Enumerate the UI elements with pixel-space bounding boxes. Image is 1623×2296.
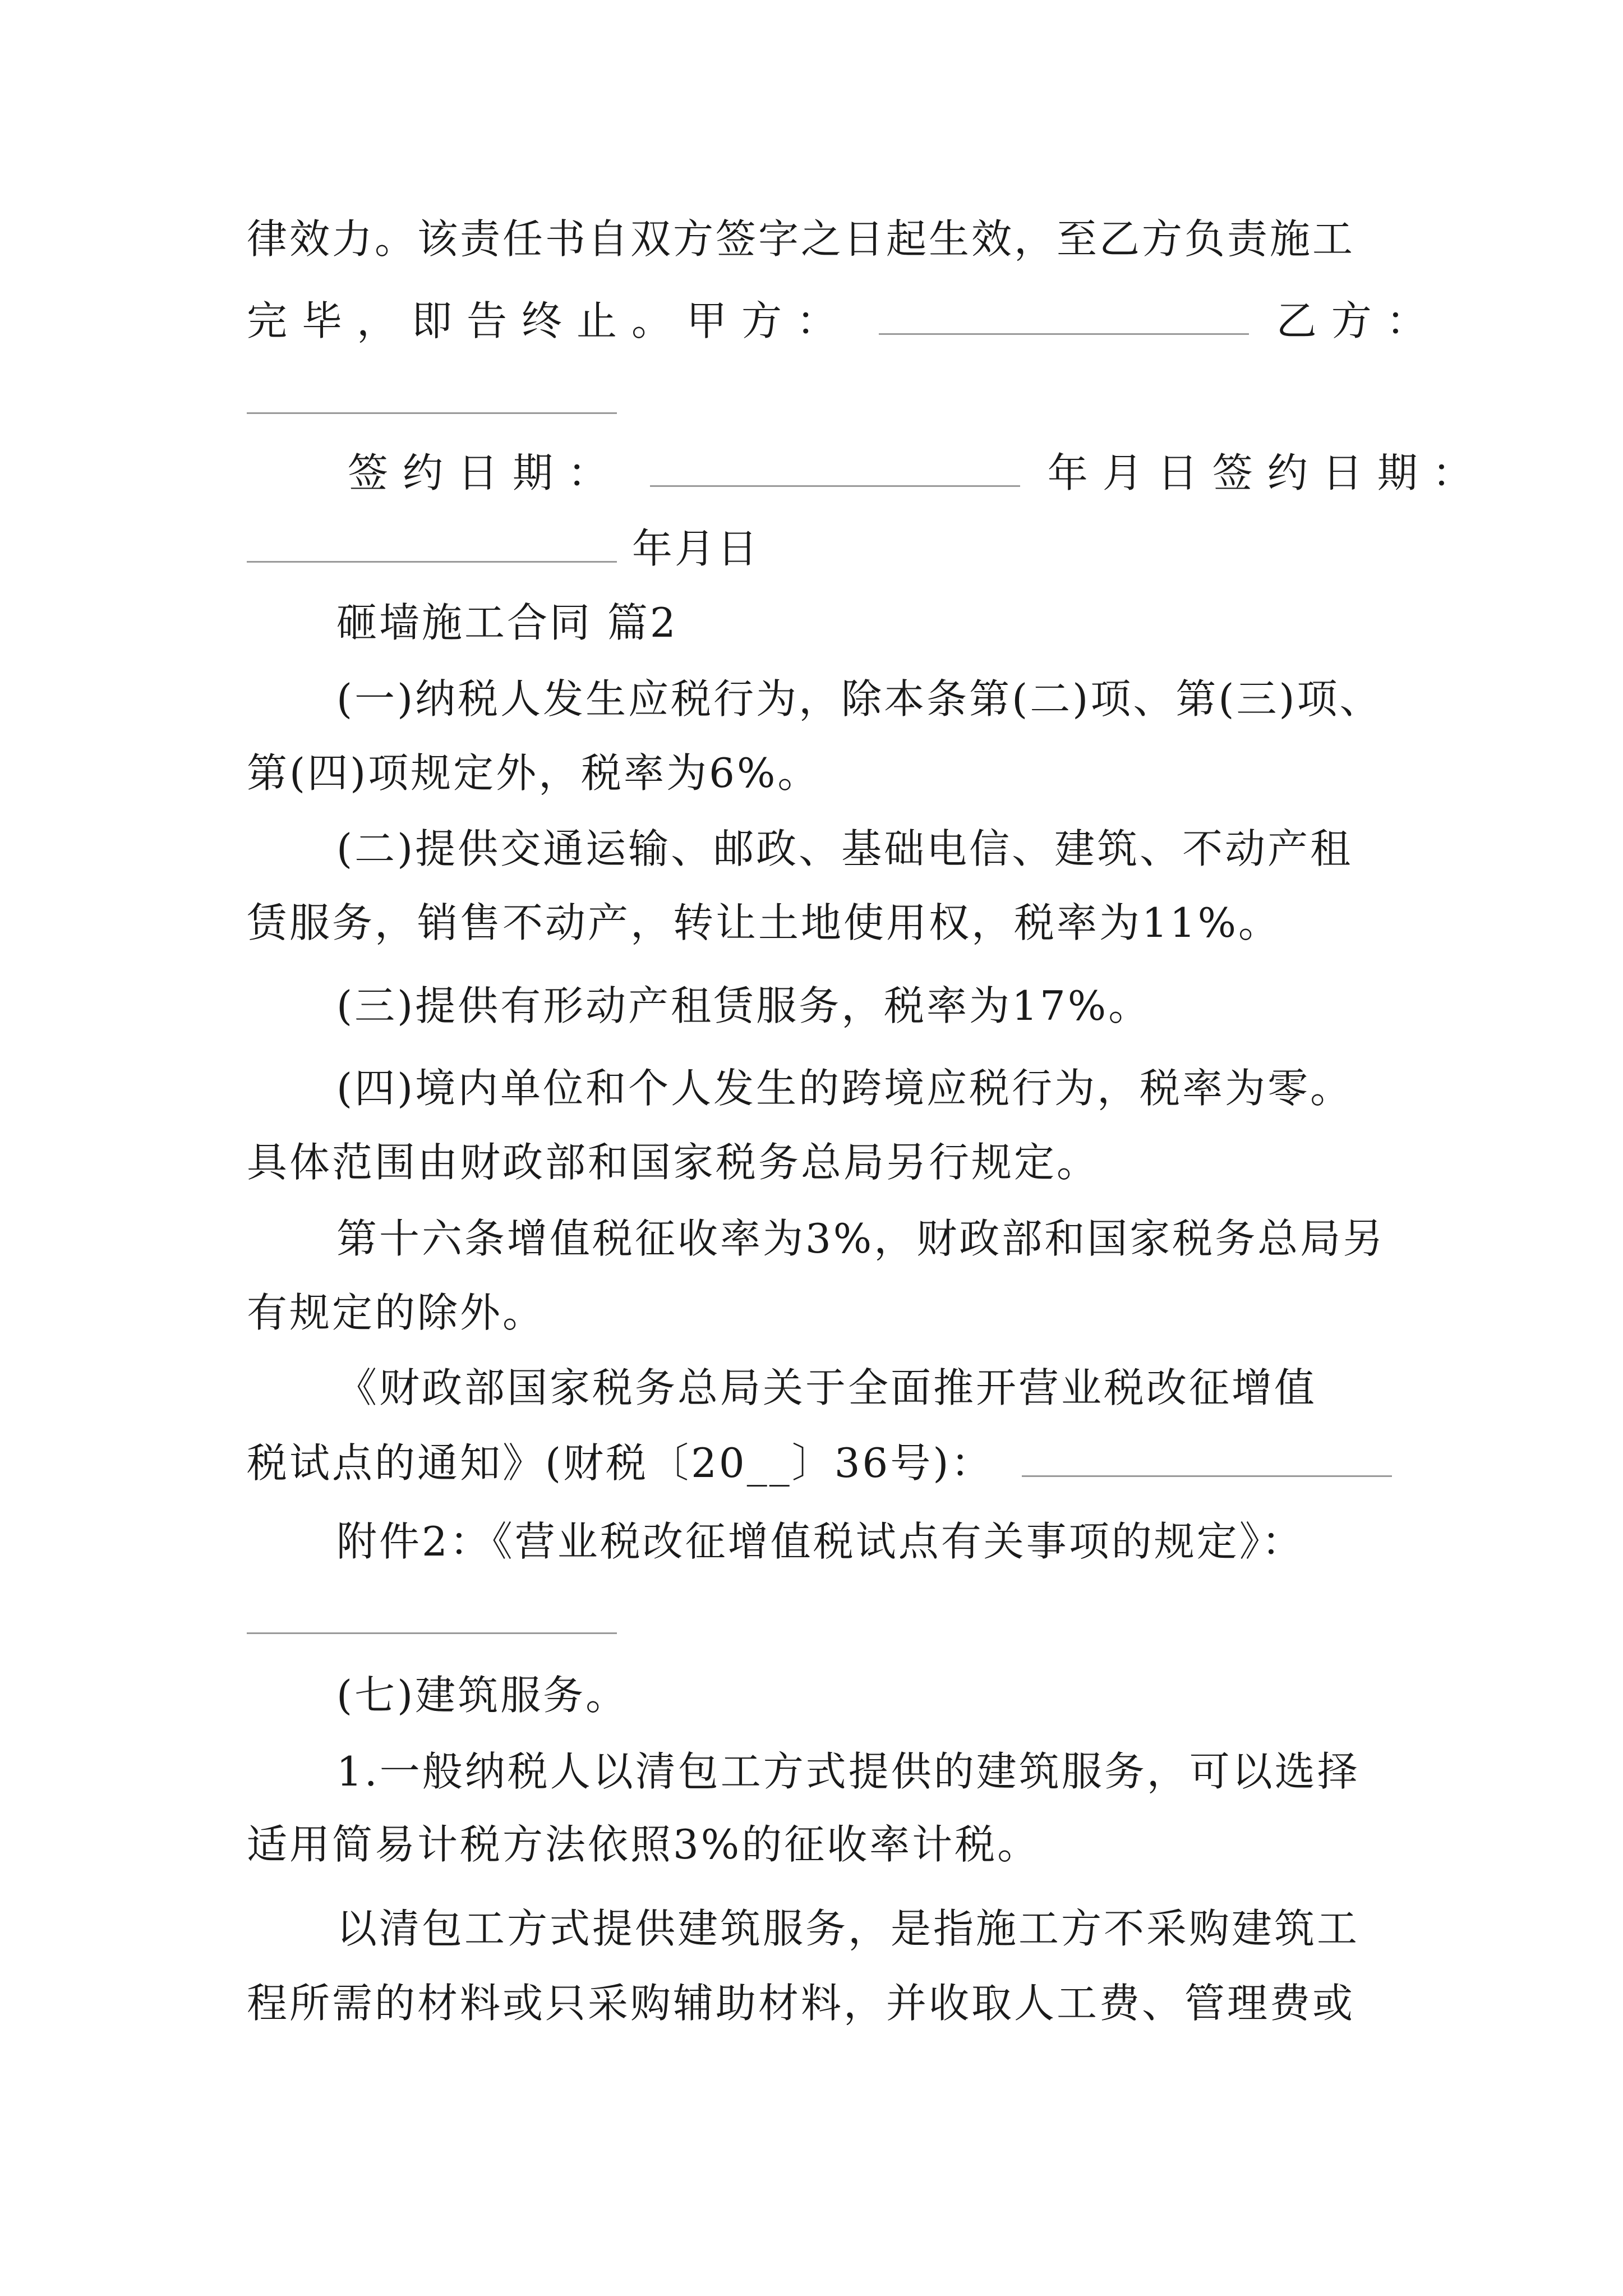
text-line: 适用简易计税方法依照3%的征收率计税。 bbox=[247, 1821, 1040, 1868]
text-line: (三)提供有形动产租赁服务，税率为17%。 bbox=[336, 982, 1151, 1029]
party-b-blank bbox=[247, 412, 617, 414]
text-line: (一)纳税人发生应税行为，除本条第(二)项、第(三)项、 bbox=[336, 675, 1382, 723]
text-line: 第(四)项规定外，税率为6%。 bbox=[247, 749, 820, 797]
date-blank bbox=[247, 561, 617, 563]
blank-line bbox=[247, 1632, 617, 1634]
date-blank bbox=[650, 485, 1020, 487]
text-line: 有规定的除外。 bbox=[247, 1289, 546, 1336]
text-line: 《财政部国家税务总局关于全面推开营业税改征增值 bbox=[336, 1364, 1317, 1411]
text-line bbox=[247, 1436, 1392, 1490]
date-line bbox=[348, 446, 1487, 500]
text-line: 第十六条增值税征收率为3%，财政部和国家税务总局另 bbox=[336, 1215, 1386, 1262]
text-line: 律效力。该责任书自双方签字之日起生效，至乙方负责施工 bbox=[247, 215, 1355, 263]
text-line: 附件2：《营业税改征增值税试点有关事项的规定》： bbox=[336, 1518, 1304, 1565]
text-line: 以清包工方式提供建筑服务，是指施工方不采购建筑工 bbox=[336, 1905, 1360, 1952]
blank-line bbox=[1022, 1475, 1392, 1477]
text-line: 赁服务，销售不动产，转让土地使用权，税率为11%。 bbox=[247, 899, 1281, 946]
text-line: (四)境内单位和个人发生的跨境应税行为，税率为零。 bbox=[336, 1065, 1353, 1112]
text-segment: 签约日期： bbox=[348, 449, 623, 496]
text-line: 1.一般纳税人以清包工方式提供的建筑服务，可以选择 bbox=[336, 1748, 1360, 1795]
text-line: 具体范围由财政部和国家税务总局另行规定。 bbox=[247, 1139, 1100, 1186]
text-line: 程所需的材料或只采购辅助材料，并收取人工费、管理费或 bbox=[247, 1980, 1355, 2027]
signature-line bbox=[247, 294, 1441, 348]
text-line: (七)建筑服务。 bbox=[336, 1672, 629, 1719]
section-heading: 砸墙施工合同 篇2 bbox=[336, 599, 678, 646]
text-segment: 乙方： bbox=[1276, 297, 1441, 344]
date-line bbox=[247, 522, 760, 576]
text-segment: 年月日签约日期： bbox=[1047, 449, 1487, 496]
text-line: (二)提供交通运输、邮政、基础电信、建筑、不动产租 bbox=[336, 825, 1353, 872]
party-a-blank bbox=[879, 333, 1249, 335]
text-segment: 年月日 bbox=[631, 525, 760, 572]
text-segment: 完毕，即告终止。甲方： bbox=[247, 297, 852, 344]
text-segment: 税试点的通知》(财税〔20__〕36号)： bbox=[247, 1439, 994, 1487]
